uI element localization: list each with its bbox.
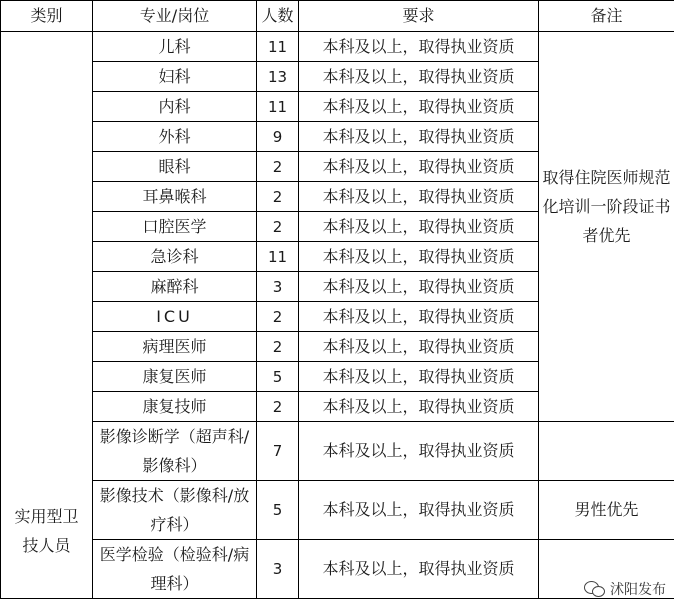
table-row [1, 540, 674, 599]
remark-male-cell: 男性优先 [539, 481, 674, 540]
major-cell: 儿科 [93, 32, 257, 62]
count-cell: 7 [257, 422, 299, 481]
watermark-text: 沭阳发布 [610, 582, 666, 598]
major-label: 影像诊断学（超声科/影像科） [99, 427, 250, 475]
major-label: 医学检验（检验科/病理科） [99, 545, 250, 593]
requirement-cell: 本科及以上，取得执业资质 [299, 242, 539, 272]
requirement-cell: 本科及以上，取得执业资质 [299, 182, 539, 212]
header-category: 类别 [1, 1, 93, 32]
count-cell: 3 [257, 540, 299, 599]
major-cell: 康复医师 [93, 362, 257, 392]
header-count: 人数 [257, 1, 299, 32]
requirement-cell: 本科及以上，取得执业资质 [299, 302, 539, 332]
count-cell: 3 [257, 272, 299, 302]
major-cell: 病理医师 [93, 332, 257, 362]
requirement-cell: 本科及以上，取得执业资质 [299, 422, 539, 481]
major-cell [93, 481, 257, 540]
requirement-cell: 本科及以上，取得执业资质 [299, 62, 539, 92]
requirement-cell: 本科及以上，取得执业资质 [299, 152, 539, 182]
count-cell: 11 [257, 92, 299, 122]
count-cell: 11 [257, 242, 299, 272]
requirement-cell: 本科及以上，取得执业资质 [299, 272, 539, 302]
count-cell: 2 [257, 182, 299, 212]
major-cell: ICU [93, 302, 257, 332]
header-row [1, 1, 674, 32]
major-cell: 妇科 [93, 62, 257, 92]
table-row [1, 422, 674, 481]
remark-residency-cell [539, 32, 674, 422]
requirement-cell: 本科及以上，取得执业资质 [299, 332, 539, 362]
requirement-cell: 本科及以上，取得执业资质 [299, 212, 539, 242]
major-cell: 麻醉科 [93, 272, 257, 302]
remark-residency: 取得住院医师规范化培训一阶段证书者优先 [542, 168, 671, 245]
requirement-cell: 本科及以上，取得执业资质 [299, 481, 539, 540]
count-cell: 9 [257, 122, 299, 152]
count-cell: 2 [257, 332, 299, 362]
wechat-icon [584, 581, 606, 597]
count-cell: 5 [257, 362, 299, 392]
major-cell [93, 540, 257, 599]
remark-empty-cell [539, 422, 674, 481]
requirement-cell: 本科及以上，取得执业资质 [299, 122, 539, 152]
major-cell: 康复技师 [93, 392, 257, 422]
major-cell: 口腔医学 [93, 212, 257, 242]
major-label: 影像技术（影像科/放疗科） [99, 486, 250, 534]
count-cell: 5 [257, 481, 299, 540]
count-cell: 11 [257, 32, 299, 62]
requirement-cell: 本科及以上，取得执业资质 [299, 32, 539, 62]
count-cell: 2 [257, 302, 299, 332]
table-row [1, 481, 674, 540]
header-requirement: 要求 [299, 1, 539, 32]
count-cell: 13 [257, 62, 299, 92]
major-cell: 外科 [93, 122, 257, 152]
requirement-cell: 本科及以上，取得执业资质 [299, 362, 539, 392]
major-cell: 耳鼻喉科 [93, 182, 257, 212]
count-cell: 2 [257, 392, 299, 422]
header-remark: 备注 [539, 1, 674, 32]
requirement-cell: 本科及以上，取得执业资质 [299, 92, 539, 122]
count-cell: 2 [257, 212, 299, 242]
major-cell [93, 422, 257, 481]
watermark [584, 579, 666, 599]
count-cell: 2 [257, 152, 299, 182]
category-label: 实用型卫技人员 [14, 507, 79, 555]
major-cell: 急诊科 [93, 242, 257, 272]
requirement-cell: 本科及以上，取得执业资质 [299, 392, 539, 422]
category-cell [1, 32, 93, 599]
table-row [1, 32, 674, 62]
major-cell: 内科 [93, 92, 257, 122]
major-cell: 眼科 [93, 152, 257, 182]
requirement-cell: 本科及以上，取得执业资质 [299, 540, 539, 599]
header-major: 专业/岗位 [93, 1, 257, 32]
